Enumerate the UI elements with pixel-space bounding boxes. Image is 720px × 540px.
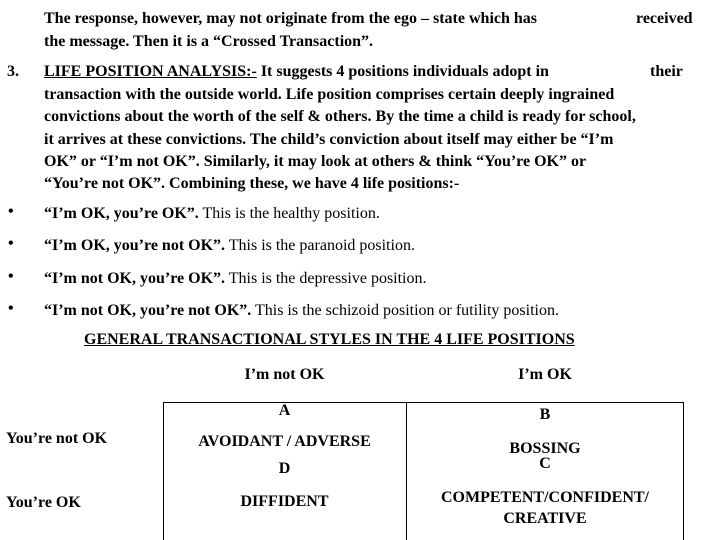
intro-line-1-end: received	[636, 10, 693, 27]
bullet-quote: “I’m not OK, you’re OK”.	[44, 270, 226, 287]
bullet-item-paranoid	[44, 235, 415, 257]
section-line: transaction with the outside world. Life position comprises certain deeply ingrained	[44, 86, 615, 103]
section-first-line	[44, 61, 549, 83]
bullet-text: This is the schizoid position or futility position.	[251, 302, 559, 319]
bullet-text: This is the healthy position.	[198, 205, 380, 222]
quadrant-c-text-line-1: COMPETENT/CONFIDENT/	[440, 489, 649, 506]
bullet-icon: •	[8, 300, 14, 317]
bullet-icon: •	[8, 235, 14, 252]
section-first-line-text: It suggests 4 positions individuals adopt in	[256, 63, 549, 80]
bullet-quote: “I’m not OK, you’re not OK”.	[44, 302, 252, 319]
quadrant-b-text: BOSSING	[509, 440, 581, 457]
table-heading: GENERAL TRANSACTIONAL STYLES IN THE 4 LIFE POSITIONS	[84, 331, 575, 348]
quadrant-d-text: DIFFIDENT	[240, 493, 329, 510]
bullet-item-depressive	[44, 268, 427, 290]
section-line: OK” or “I’m not OK”. Similarly, it may look at others & think “You’re OK” or	[44, 153, 587, 170]
bullet-icon: •	[8, 268, 14, 285]
quadrant-c-text-line-2: CREATIVE	[503, 510, 587, 527]
section-line: it arrives at these convictions. The child’s conviction about itself may either be “I’m	[44, 131, 614, 148]
quadrant-a-letter: A	[278, 402, 291, 419]
bullet-quote: “I’m OK, you’re not OK”.	[44, 237, 226, 254]
bullet-item-schizoid	[44, 300, 559, 322]
bullet-item-healthy	[44, 203, 380, 225]
col-header-im-not-ok: I’m not OK	[244, 366, 325, 383]
quadrant-c-letter: C	[539, 455, 551, 472]
quadrant-a-text: AVOIDANT / ADVERSE	[198, 433, 371, 450]
intro-line-2: the message. Then it is a “Crossed Transaction”.	[44, 33, 374, 50]
bullet-text: This is the depressive position.	[225, 270, 427, 287]
section-title: LIFE POSITION ANALYSIS:-	[44, 63, 257, 80]
section-number: 3.	[7, 63, 19, 80]
quadrant-d-letter: D	[278, 460, 291, 477]
col-header-im-ok: I’m OK	[518, 366, 572, 383]
section-first-line-end: their	[650, 63, 683, 80]
bullet-quote: “I’m OK, you’re OK”.	[44, 205, 199, 222]
section-line: “You’re not OK”. Combining these, we have 4 life positions:-	[44, 175, 460, 192]
row-header-youre-not-ok: You’re not OK	[6, 430, 108, 447]
intro-line-1: The response, however, may not originate from the ego – state which has	[44, 10, 538, 27]
bullet-icon: •	[8, 203, 14, 220]
bullet-text: This is the paranoid position.	[225, 237, 415, 254]
row-header-youre-ok: You’re OK	[6, 494, 81, 511]
section-line: convictions about the worth of the self & others. By the time a child is ready for school,	[44, 108, 636, 125]
quadrant-b-letter: B	[539, 406, 551, 423]
